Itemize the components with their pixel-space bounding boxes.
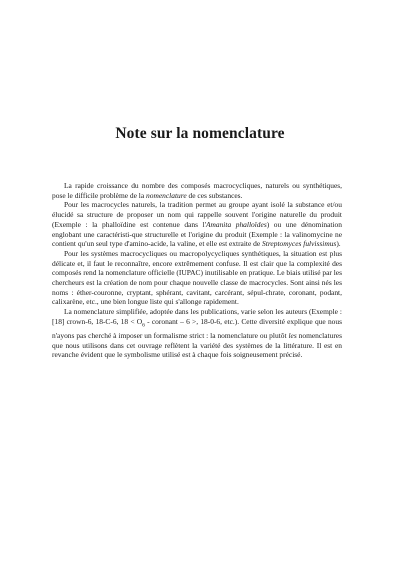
paragraph-2-text: Pour les macrocycles naturels, la tradition permet au groupe ayant isolé la substance et/ou élucidé sa structure de proposer un nom qui rappelle souvent l'origine naturelle du produit (Exemple : la phalloïdine est contenue dans l'	[52, 200, 342, 229]
paragraph-1-text: La rapide croissance du nombre des composés macrocycliques, naturels ou synthétiques, pose le difficile problème de la	[52, 181, 342, 200]
paragraph-4-text-end: nomenclatures que nous utilisons dans cet ouvrage reflètent la variété des systèmes de la littérature. Il est en revanche évident que le symbolisme utilisé est à chaque fois soigneusement précisé.	[52, 331, 342, 360]
paragraph-1	[52, 181, 342, 200]
body-text	[52, 181, 342, 360]
paragraph-1-text-end: de ces substances.	[186, 190, 243, 200]
paragraph-3-text: Pour les systèmes macrocycliques ou macropolycycliques synthétiques, la situation est plus délicate et, il faut le reconnaître, encore extrêmement confuse. Il est clair que la complexité des composés rend la nomenclature officielle (IUPAC) inutilisable en pratique. Le biais utilisé par les chercheurs est la création de nom pour chaque nouvelle classe de macrocycles. Sont ainsi nés les noms : éther-couronne, cryptant, sphérant, cavitant, carcérant, sépul-chrate, coronant, podant, calixarène, etc., une bien longue liste qui s'allonge rapidement.	[52, 248, 342, 307]
paragraph-1-italic: nomenclature	[146, 190, 187, 200]
paragraph-2-text-end: ).	[336, 239, 341, 249]
paragraph-2-italic-streptomyces: Streptomyces fulvissimus	[262, 239, 337, 249]
paragraph-4-text-mid: - coronant – 6 >, 18-0-6, etc.). Cette diversité explique que nous n'ayons pas cherché à imposer un formalisme strict : la nomenclature ou plutôt	[52, 316, 342, 341]
paragraph-2-italic-amanita: Amanita phalloïdes	[205, 219, 267, 229]
paragraph-4	[52, 307, 342, 360]
paragraph-2	[52, 200, 342, 249]
paragraph-4-italic-les: les	[288, 331, 297, 341]
paragraph-4-text: La nomenclature simplifiée, adoptée dans les publications, varie selon les auteurs (Exemple : [18] crown-6, 18-C-6, 18 < O	[52, 307, 342, 326]
page-title: Note sur la nomenclature	[115, 125, 285, 142]
paragraph-4-subscript: 6	[142, 322, 145, 329]
paragraph-2-text-mid: ) ou une dénomination englobant une caractéristi-que structurelle et l'origine du produit (Exemple : la valinomycine ne contient qu'un seul type d'amino-acide, la valine, et elle est extraite de	[52, 219, 342, 249]
paragraph-3	[52, 249, 342, 307]
